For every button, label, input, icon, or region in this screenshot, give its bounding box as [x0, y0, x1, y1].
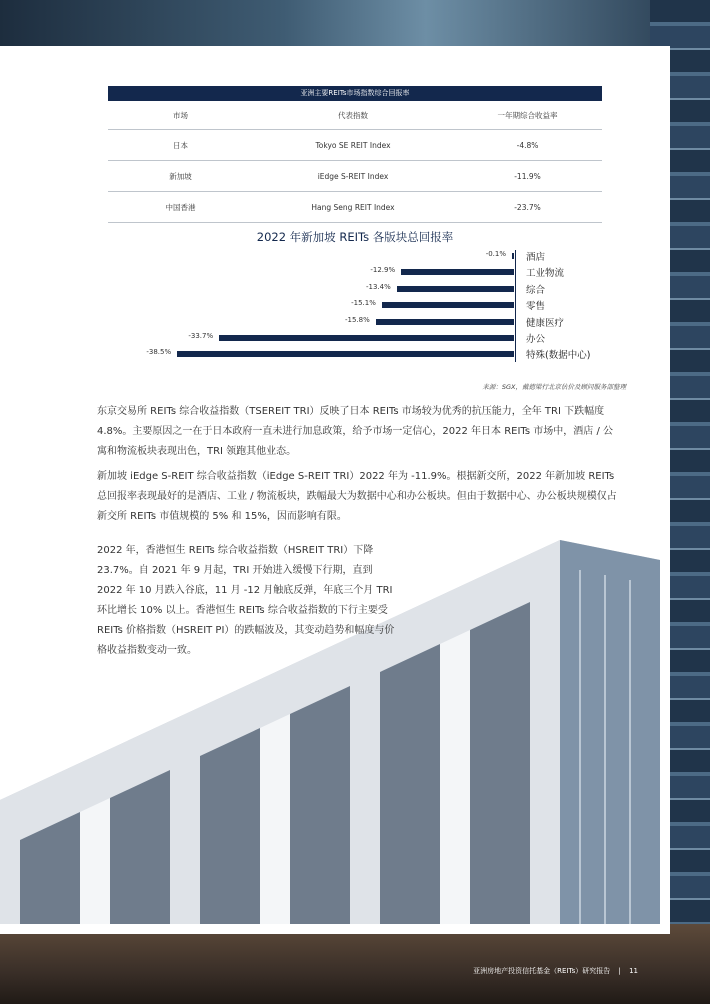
bar-3 [382, 302, 514, 308]
bar-value-label: -38.5% [146, 348, 172, 357]
bar-2 [397, 286, 514, 292]
header-market: 市场 [173, 110, 188, 120]
background-photo-bottom [0, 924, 710, 1004]
chart-title: 2022 年新加坡 REITs 各版块总回报率 [256, 230, 454, 244]
table-row [108, 192, 602, 223]
bar-value-label: -33.7% [188, 332, 214, 340]
cell-market: 新加坡 [169, 171, 192, 181]
table-title: 亚洲主要REITs市场指数综合回报率 [108, 86, 602, 101]
bar-value-label: -0.1% [485, 250, 506, 258]
returns-table [108, 86, 602, 223]
category-label: 办公 [526, 334, 546, 345]
paragraph-singapore: 新加坡 iEdge S-REIT 综合收益指数（iEdge S-REIT TRI）2022 年为 -11.9%。根据新交所，2022 年新加坡 REITs 总回报率表现最好的是酒店、工业 / 物流板块，跌幅最大为数据中心和办公板块。但由于数据中心、办公板块规模仅占新交所 REITs 市值规模的 5% 和 15%，因而影响有限。 [97, 471, 617, 522]
category-label: 健康医疗 [526, 317, 565, 329]
cell-return: -23.7% [514, 202, 541, 212]
source-note: 来源：SGX，戴德梁行北京估价及顾问服务部整理 [482, 383, 626, 391]
cell-index: Tokyo SE REIT Index [315, 140, 391, 150]
header-return: 一年期综合收益率 [497, 110, 558, 120]
footer-separator: | [618, 967, 621, 975]
bar-6 [177, 351, 514, 357]
bar-5 [219, 335, 514, 341]
category-label: 工业物流 [526, 268, 565, 280]
bar-value-label: -15.8% [344, 315, 370, 324]
footer [467, 966, 638, 976]
bar-1 [401, 269, 514, 275]
chart-axis [515, 250, 516, 362]
bar-4 [376, 319, 514, 325]
cell-return: -4.8% [516, 140, 539, 150]
cell-index: Hang Seng REIT Index [311, 202, 395, 212]
bar-value-label: -15.1% [351, 299, 376, 308]
cell-index: iEdge S-REIT Index [317, 171, 389, 181]
cell-market: 中国香港 [165, 202, 196, 212]
cell-return: -11.9% [514, 171, 541, 181]
header-index: 代表指数 [338, 110, 368, 120]
category-label: 零售 [526, 301, 546, 313]
bar-value-label: -12.9% [370, 266, 396, 275]
table-row [108, 130, 602, 161]
paragraph-hongkong: 2022 年，香港恒生 REITs 综合收益指数（HSREIT TRI）下降 23.7%。自 2021 年 9 月起，TRI 开始进入缓慢下行期，直到 2022 年 10 月跌入谷底，11 月 -12 月触底反弹，年底三个月 TRI 环比增长 10% 以上。香港恒生 REITs 综合收益指数的下行主要受 REITs 价格指数（HSREIT PI）的跌幅波及，其变动趋势和幅度与价格收益指数变动一致。 [97, 545, 395, 656]
category-label: 酒店 [526, 252, 546, 263]
cell-market: 日本 [173, 140, 188, 150]
background-photo-top [0, 0, 710, 46]
footer-title: 亚洲房地产投资信托基金（REITs）研究报告 [473, 967, 611, 975]
category-label: 综合 [526, 284, 546, 296]
bar-value-label: -13.4% [365, 282, 391, 291]
bar-0 [512, 253, 514, 259]
page-number: 11 [629, 967, 638, 975]
paragraph-japan: 东京交易所 REITs 综合收益指数（TSEREIT TRI）反映了日本 REITs 市场较为优秀的抗压能力，全年 TRI 下跌幅度 4.8%。主要原因之一在于日本政府一直未进行加息政策，给予市场一定信心，2022 年日本 REITs 市场中，酒店 / 公寓和物流板块表现出色，TRI 领跑其他业态。 [97, 406, 613, 457]
category-label: 特殊(数据中心) [526, 350, 591, 362]
table-header-row [108, 101, 602, 130]
table-row [108, 161, 602, 192]
